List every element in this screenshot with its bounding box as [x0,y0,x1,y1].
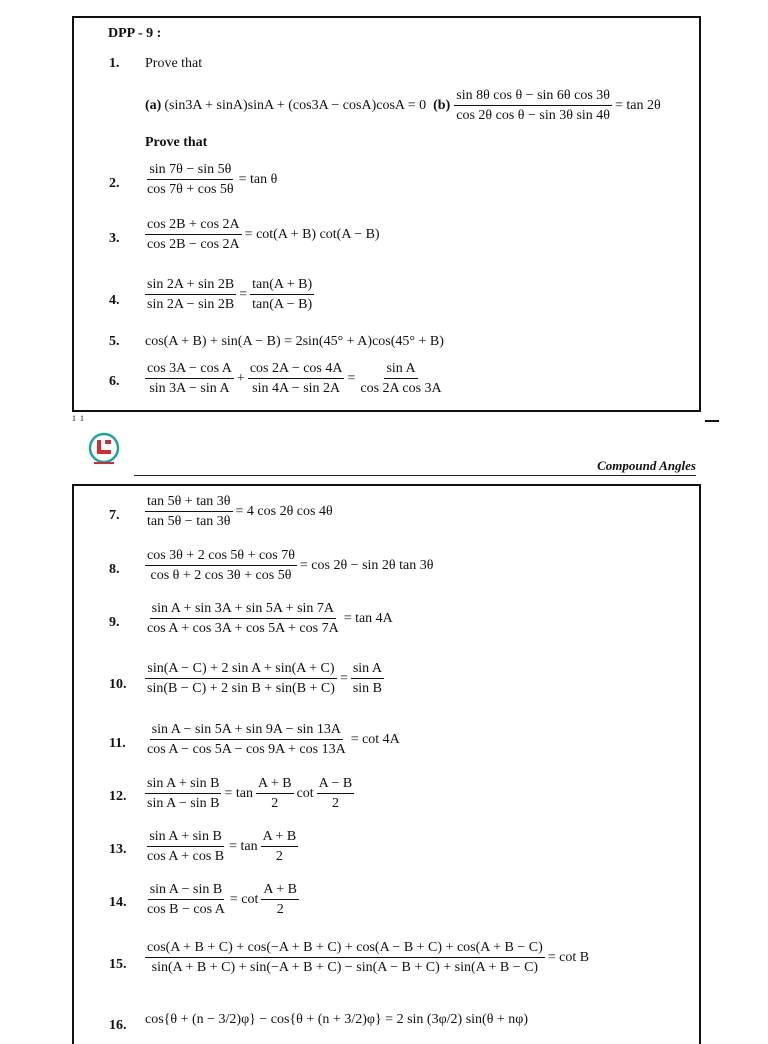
fraction-denominator: 2 [275,849,283,865]
question-number: 14. [109,895,127,910]
fraction-denominator: tan(A − B) [252,297,313,313]
part-b-rhs: = tan 2θ [615,97,661,113]
fraction-numerator: sin 8θ cos θ − sin 6θ cos 3θ [454,88,612,106]
question-15-expr [145,940,592,976]
prove-that-heading: Prove that [145,135,208,150]
question-8-expr [145,548,436,584]
equals-tan: = tan [224,785,253,801]
fraction-numerator: sin A − sin 5A + sin 9A − sin 13A [150,722,343,740]
question-14-expr [145,882,299,918]
question-number: 2. [109,176,120,191]
section-title: Compound Angles [597,458,696,473]
equals-sign: = [239,286,248,302]
fraction-denominator: sin(A + B + C) + sin(−A + B + C) − sin(A − B + C) + sin(A + B − C) [151,960,539,976]
equals-sign: = [339,670,348,686]
equals-tan: = tan [229,838,258,854]
question-6-expr [145,361,444,397]
fraction-denominator: 2 [276,902,284,918]
question-number: 12. [109,789,127,804]
fraction-denominator: cos A − cos 5A − cos 9A + cos 13A [147,742,346,758]
fraction-denominator: cos A + cos 3A + cos 5A + cos 7A [147,621,339,637]
fraction-numerator: sin A [384,361,417,379]
fraction-denominator: sin(B − C) + 2 sin B + sin(B + C) [147,681,335,697]
equation-rhs: = tan θ [238,171,278,187]
page-corner-tick [705,420,719,422]
fraction-numerator: sin A + sin B [145,776,221,794]
worksheet-box-top [72,16,701,412]
question-number: 10. [109,677,127,692]
fraction-numerator: sin A − sin B [148,882,224,900]
equals-sign: = [347,370,356,386]
fraction-numerator: A − B [317,776,355,794]
part-b-label: (b) [433,97,451,113]
equation-rhs: = cot(A + B) cot(A − B) [244,226,380,242]
question-13-expr [145,829,298,865]
question-10-expr [145,661,384,697]
equation-rhs: = cot B [547,949,590,965]
question-9-expr [145,601,396,637]
fraction-denominator: cos A + cos B [147,849,225,865]
question-2-expr [145,162,280,198]
question-11-expr [145,722,403,758]
fraction-denominator: 2 [271,796,279,812]
fraction-denominator: cos 2A cos 3A [360,381,442,397]
question-number: 1. [109,56,120,71]
fraction-numerator: sin A + sin B [147,829,223,847]
fraction-denominator: cos θ + 2 cos 3θ + cos 5θ [150,568,292,584]
fraction-numerator: cos(A + B + C) + cos(−A + B + C) + cos(A − B + C) + cos(A + B − C) [145,940,545,958]
fraction-denominator: cos 2B − cos 2A [147,237,240,253]
header-divider [134,475,696,476]
question-number: 6. [109,374,120,389]
fraction-numerator: A + B [261,882,299,900]
question-16-expr: cos{θ + (n − 3/2)φ} − cos{θ + (n + 3/2)φ} = 2 sin (3φ/2) sin(θ + nφ) [145,1012,529,1027]
worksheet-box-bottom [72,484,701,1044]
fraction-numerator: tan(A + B) [250,277,314,295]
brand-logo-icon [88,432,120,468]
plus-sign: + [236,370,245,386]
question-number: 15. [109,957,127,972]
fraction-denominator: sin 4A − sin 2A [252,381,341,397]
fraction-numerator: A + B [261,829,299,847]
part-b-fraction [454,88,612,124]
question-1-parts [145,88,664,124]
equals-cot: = cot [229,891,259,907]
equation-rhs: = cos 2θ − sin 2θ tan 3θ [299,557,434,573]
question-number: 4. [109,293,120,308]
fraction-numerator: tan 5θ + tan 3θ [145,494,233,512]
fraction-numerator: sin(A − C) + 2 sin A + sin(A + C) [145,661,336,679]
question-number: 16. [109,1018,127,1033]
fraction-numerator: cos 3A − cos A [145,361,234,379]
fraction-denominator: cos 2θ cos θ − sin 3θ sin 4θ [456,108,610,124]
question-7-expr [145,494,336,530]
fraction-denominator: cos 7θ + cos 5θ [147,182,234,198]
fraction-denominator: sin A − sin B [147,796,220,812]
fraction-numerator: cos 2B + cos 2A [145,217,242,235]
question-number: 8. [109,562,120,577]
question-3-expr [145,217,383,253]
dpp-title: DPP - 9 : [108,26,162,41]
fraction-numerator: sin A + sin 3A + sin 5A + sin 7A [150,601,336,619]
part-a-expr: (sin3A + sinA)sinA + (cos3A − cosA)cosA = 0 [164,97,427,113]
equation-rhs: = cot 4A [350,731,400,747]
equation-rhs: = tan 4A [343,610,393,626]
question-text: Prove that [145,56,203,71]
question-number: 11. [109,736,126,751]
equation-rhs: = 4 cos 2θ cos 4θ [235,503,333,519]
fraction-denominator: cos B − cos A [147,902,225,918]
fraction-numerator: A + B [256,776,294,794]
question-number: 9. [109,615,120,630]
fraction-numerator: sin 2A + sin 2B [145,277,236,295]
fraction-denominator: tan 5θ − tan 3θ [147,514,231,530]
question-4-expr [145,277,314,313]
question-number: 5. [109,334,120,349]
question-number: 13. [109,842,127,857]
page-corner-marks: 1 1 [72,414,85,423]
fraction-denominator: 2 [331,796,339,812]
fraction-denominator: sin 2A − sin 2B [147,297,235,313]
fraction-numerator: sin 7θ − sin 5θ [147,162,233,180]
fraction-denominator: sin 3A − sin A [149,381,230,397]
question-12-expr [145,776,354,812]
question-number: 3. [109,231,120,246]
fraction-numerator: cos 3θ + 2 cos 5θ + cos 7θ [145,548,297,566]
fraction-numerator: cos 2A − cos 4A [248,361,345,379]
part-a-label: (a) [145,97,162,113]
question-number: 7. [109,508,120,523]
question-5-expr: cos(A + B) + sin(A − B) = 2sin(45° + A)cos(45° + B) [145,334,444,349]
fraction-numerator: sin A [351,661,384,679]
fraction-denominator: sin B [352,681,383,697]
cot-label: cot [296,785,314,801]
